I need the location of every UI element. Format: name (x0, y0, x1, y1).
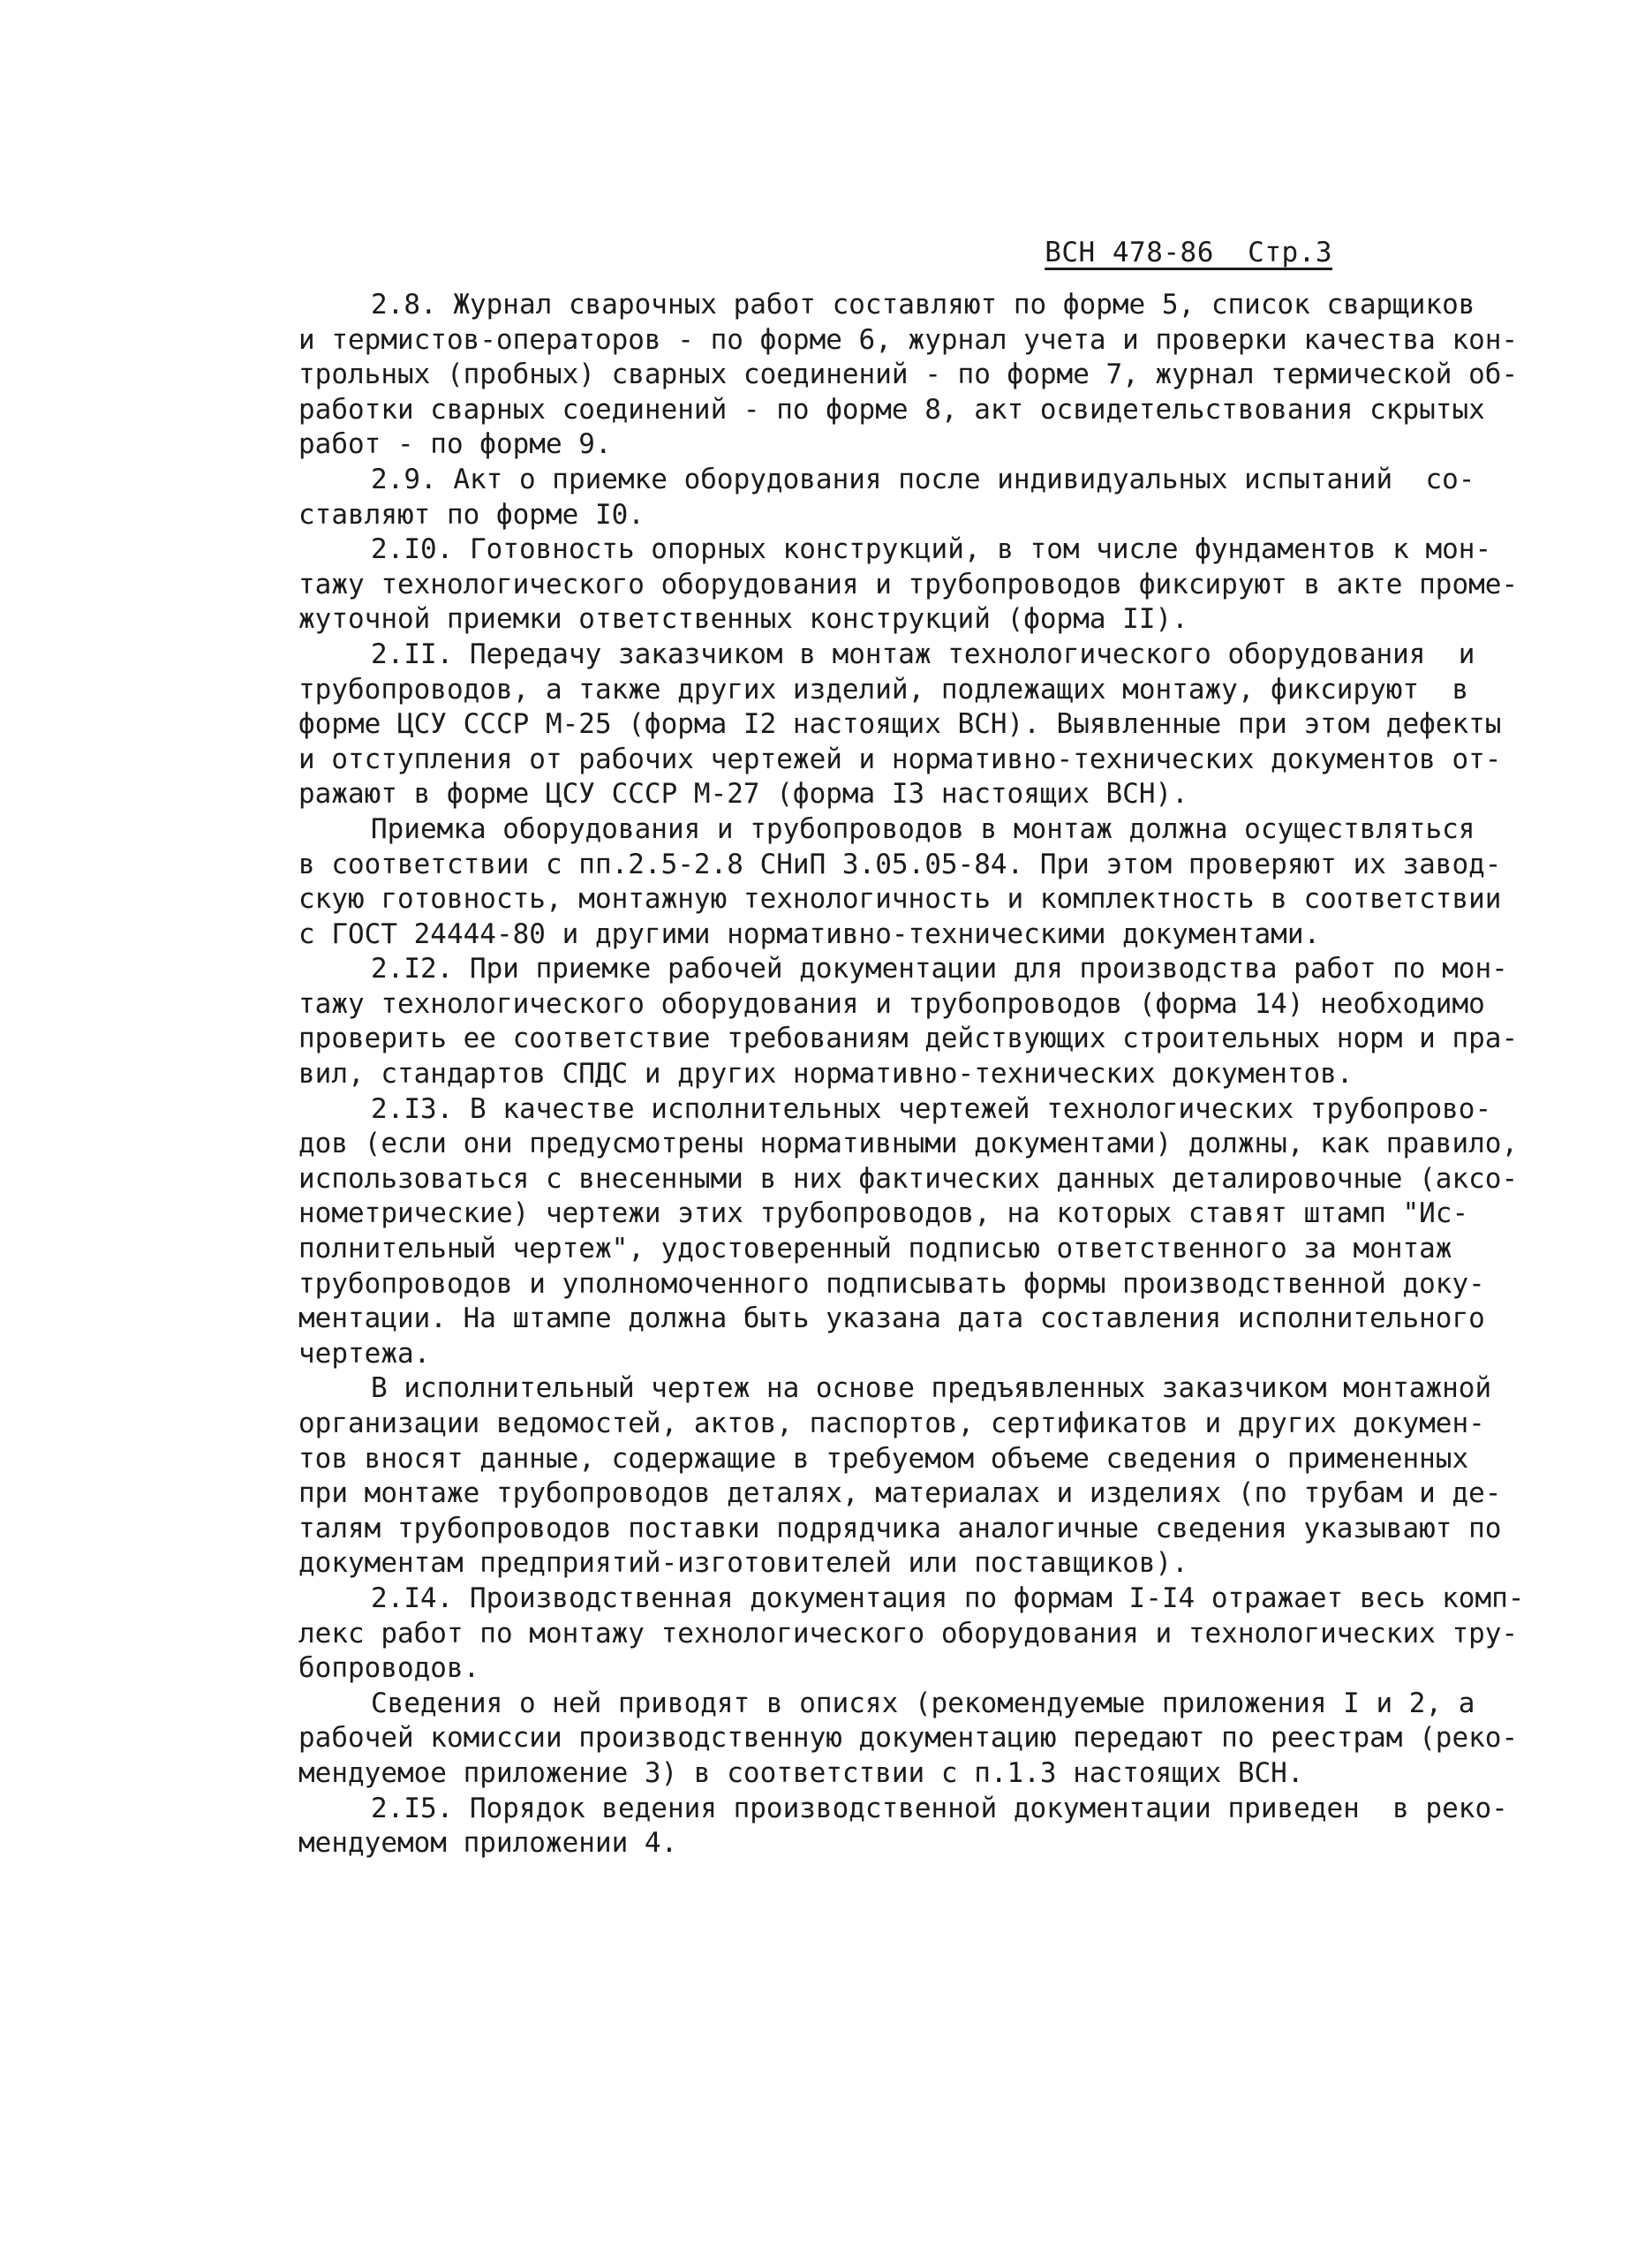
paragraph (298, 532, 1519, 638)
text-line: трубопроводов и уполномоченного подписывать формы производственной доку- (298, 1267, 1485, 1300)
text-line: ставляют по форме I0. (298, 498, 645, 531)
text-line: документам предприятий-изготовителей или поставщиков). (298, 1547, 1188, 1580)
text-line: трольных (пробных) сварных соединений - по форме 7, журнал термической об- (298, 359, 1519, 391)
paragraph (298, 288, 1519, 463)
paragraph (298, 1582, 1525, 1687)
text-line: ментации. На штампе должна быть указана дата составления исполнительного (298, 1302, 1485, 1335)
text-line: ражают в форме ЦСУ СССР М-27 (форма I3 настоящих ВСН). (298, 778, 1188, 811)
text-line: в соответствии с пп.2.5-2.8 СНиП 3.05.05-84. При этом проверяют их завод- (298, 848, 1502, 880)
text-line: использоваться с внесенными в них фактических данных деталировочные (аксо- (298, 1162, 1519, 1195)
paragraph (298, 1371, 1502, 1582)
text-line: вил, стандартов СПДС и других нормативно-технических документов. (298, 1058, 1354, 1091)
text-line: трубопроводов, а также других изделий, подлежащих монтажу, фиксируют в (298, 673, 1469, 706)
text-line: мендуемом приложении 4. (298, 1827, 678, 1860)
text-line: форме ЦСУ СССР М-25 (форма I2 настоящих ВСН). Выявленные при этом дефекты (298, 708, 1502, 741)
paragraph (298, 463, 1475, 532)
text-line: 2.I2. При приемке рабочей документации для производства работ по мон- (371, 953, 1508, 985)
paragraph (298, 1687, 1519, 1792)
paragraph (298, 638, 1502, 812)
text-line: организации ведомостей, актов, паспортов, сертификатов и других докумен- (298, 1408, 1485, 1439)
text-line: чертежа. (298, 1337, 431, 1370)
text-line: рабочей комиссии производственную документацию передают по реестрам (реко- (298, 1722, 1519, 1755)
text-line: скую готовность, монтажную технологичность и комплектность в соответствии (298, 883, 1502, 916)
text-line: В исполнительный чертеж на основе предъявленных заказчиком монтажной (371, 1372, 1492, 1405)
text-line: талям трубопроводов поставки подрядчика аналогичные сведения указывают по (298, 1512, 1502, 1544)
text-line: 2.8. Журнал сварочных работ составляют по форме 5, список сварщиков (371, 289, 1475, 321)
text-line: с ГОСТ 24444-80 и другими нормативно-техническими документами. (298, 917, 1321, 950)
page-header: ВСН 478-86 Стр.3 (1045, 237, 1332, 268)
text-line: 2.I3. В качестве исполнительных чертежей технологических трубопрово- (371, 1092, 1492, 1125)
text-line: мендуемое приложение 3) в соответствии с п.1.3 настоящих ВСН. (298, 1756, 1304, 1789)
paragraph (298, 952, 1519, 1091)
text-line: работ - по форме 9. (298, 428, 612, 461)
paragraph (298, 812, 1502, 952)
text-line: и термистов-операторов - по форме 6, журнал учета и проверки качества кон- (298, 323, 1519, 356)
text-line: при монтаже трубопроводов деталях, материалах и изделиях (по трубам и де- (298, 1477, 1502, 1510)
text-line: 2.I0. Готовность опорных конструкций, в том числе фундаментов к мон- (371, 533, 1492, 566)
text-line: 2.I5. Порядок ведения производственной документации приведен в реко- (371, 1792, 1508, 1824)
text-line: лекс работ по монтажу технологического оборудования и технологических тру- (298, 1617, 1519, 1650)
text-line: полнительный чертеж", удостоверенный подписью ответственного за монтаж (298, 1233, 1452, 1265)
text-line: нометрические) чертежи этих трубопроводов, на которых ставят штамп "Ис- (298, 1197, 1469, 1230)
text-line: бопроводов. (298, 1652, 480, 1685)
text-line: 2.I4. Производственная документация по формам I-I4 отражает весь комп- (371, 1582, 1525, 1614)
text-line: Приемка оборудования и трубопроводов в монтаж должна осуществляться (371, 812, 1475, 845)
paragraph (298, 1792, 1508, 1861)
text-line: и отступления от рабочих чертежей и нормативно-технических документов от- (298, 743, 1502, 775)
text-line: 2.II. Передачу заказчиком в монтаж технологического оборудования и (371, 638, 1475, 670)
text-line: тажу технологического оборудования и трубопроводов фиксируют в акте проме- (298, 568, 1519, 600)
text-line: работки сварных соединений - по форме 8, акт освидетельствования скрытых (298, 393, 1485, 426)
text-line: 2.9. Акт о приемке оборудования после индивидуальных испытаний со- (371, 463, 1475, 495)
paragraph (298, 1092, 1519, 1372)
document-body (298, 288, 1525, 1861)
text-line: тов вносят данные, содержащие в требуемом объеме сведения о примененных (298, 1442, 1469, 1475)
text-line: жуточной приемки ответственных конструкций (форма II). (298, 603, 1188, 636)
text-line: дов (если они предусмотрены нормативными документами) должны, как правило, (298, 1128, 1519, 1160)
text-line: проверить ее соответствие требованиям действующих строительных норм и пра- (298, 1023, 1519, 1055)
text-line: тажу технологического оборудования и трубопроводов (форма 14) необходимо (298, 987, 1485, 1020)
text-line: Сведения о ней приводят в описях (рекомендуемые приложения I и 2, а (371, 1687, 1475, 1719)
